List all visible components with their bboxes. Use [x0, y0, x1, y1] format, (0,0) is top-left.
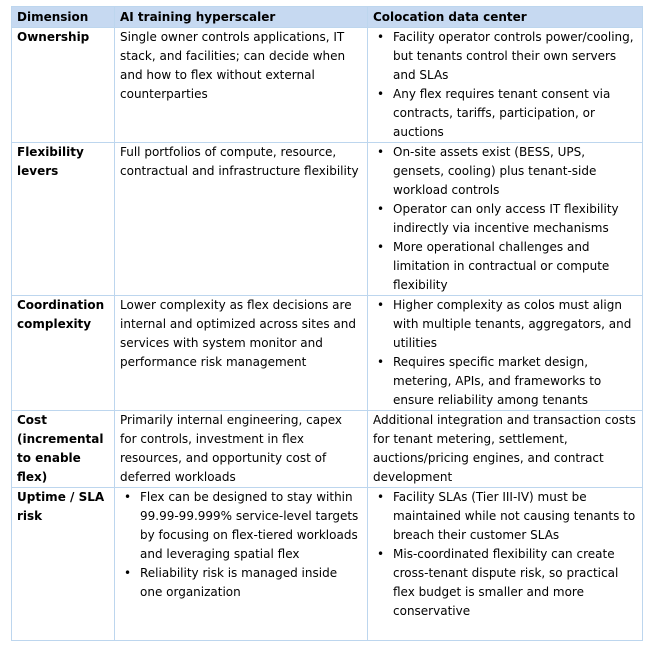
- table-row: [12, 143, 643, 296]
- list-item: • Requires specific market design, metering, APIs, and frameworks to ensure reliability among tenants: [393, 353, 637, 410]
- table-row: [12, 411, 643, 488]
- row-colocation-text: Additional integration and transaction costs for tenant metering, settlement, auctions/pricing engines, and contract development: [368, 411, 643, 488]
- list-item: • On-site assets exist (BESS, UPS, gensets, cooling) plus tenant-side workload controls: [393, 143, 637, 200]
- list-item: • More operational challenges and limitation in contractual or compute flexibility: [393, 238, 637, 295]
- list-item: • Reliability risk is managed inside one organization: [140, 564, 362, 602]
- header-row: [12, 7, 643, 28]
- row-hyperscaler-text: Primarily internal engineering, capex for controls, investment in flex resources, and opportunity cost of deferred workloads: [115, 411, 368, 488]
- row-colocation-cell: [368, 488, 643, 641]
- row-dimension: Flexibility levers: [12, 143, 115, 296]
- header-hyperscaler: AI training hyperscaler: [115, 7, 368, 28]
- row-hyperscaler-cell: [115, 488, 368, 641]
- row-dimension: Coordination complexity: [12, 296, 115, 411]
- row-dimension: Cost (incremental to enable flex): [12, 411, 115, 488]
- list-item: • Operator can only access IT flexibility indirectly via incentive mechanisms: [393, 200, 637, 238]
- header-dimension: Dimension: [12, 7, 115, 28]
- list-item: • Mis-coordinated flexibility can create cross-tenant dispute risk, so practical flex budget is smaller and more conservative: [393, 545, 637, 621]
- row-dimension: Uptime / SLA risk: [12, 488, 115, 641]
- row-hyperscaler-text: Single owner controls applications, IT stack, and facilities; can decide when and how to flex without external counterparties: [115, 28, 368, 143]
- table-row: [12, 296, 643, 411]
- row-dimension: Ownership: [12, 28, 115, 143]
- table-row: [12, 488, 643, 641]
- table-row: [12, 28, 643, 143]
- list-item: • Flex can be designed to stay within 99.99-99.999% service-level targets by focusing on flex-tiered workloads and leveraging spatial flex: [140, 488, 362, 564]
- row-colocation-cell: [368, 28, 643, 143]
- list-item: • Facility SLAs (Tier III-IV) must be maintained while not causing tenants to breach their customer SLAs: [393, 488, 637, 545]
- comparison-table: [11, 6, 643, 641]
- list-item: • Any flex requires tenant consent via contracts, tariffs, participation, or auctions: [393, 85, 637, 142]
- row-hyperscaler-text: Lower complexity as flex decisions are internal and optimized across sites and services with system monitor and performance risk management: [115, 296, 368, 411]
- row-colocation-cell: [368, 296, 643, 411]
- list-item: • Higher complexity as colos must align with multiple tenants, aggregators, and utilities: [393, 296, 637, 353]
- list-item: • Facility operator controls power/cooling, but tenants control their own servers and SLAs: [393, 28, 637, 85]
- row-hyperscaler-text: Full portfolios of compute, resource, contractual and infrastructure flexibility: [115, 143, 368, 296]
- header-colocation: Colocation data center: [368, 7, 643, 28]
- row-colocation-cell: [368, 143, 643, 296]
